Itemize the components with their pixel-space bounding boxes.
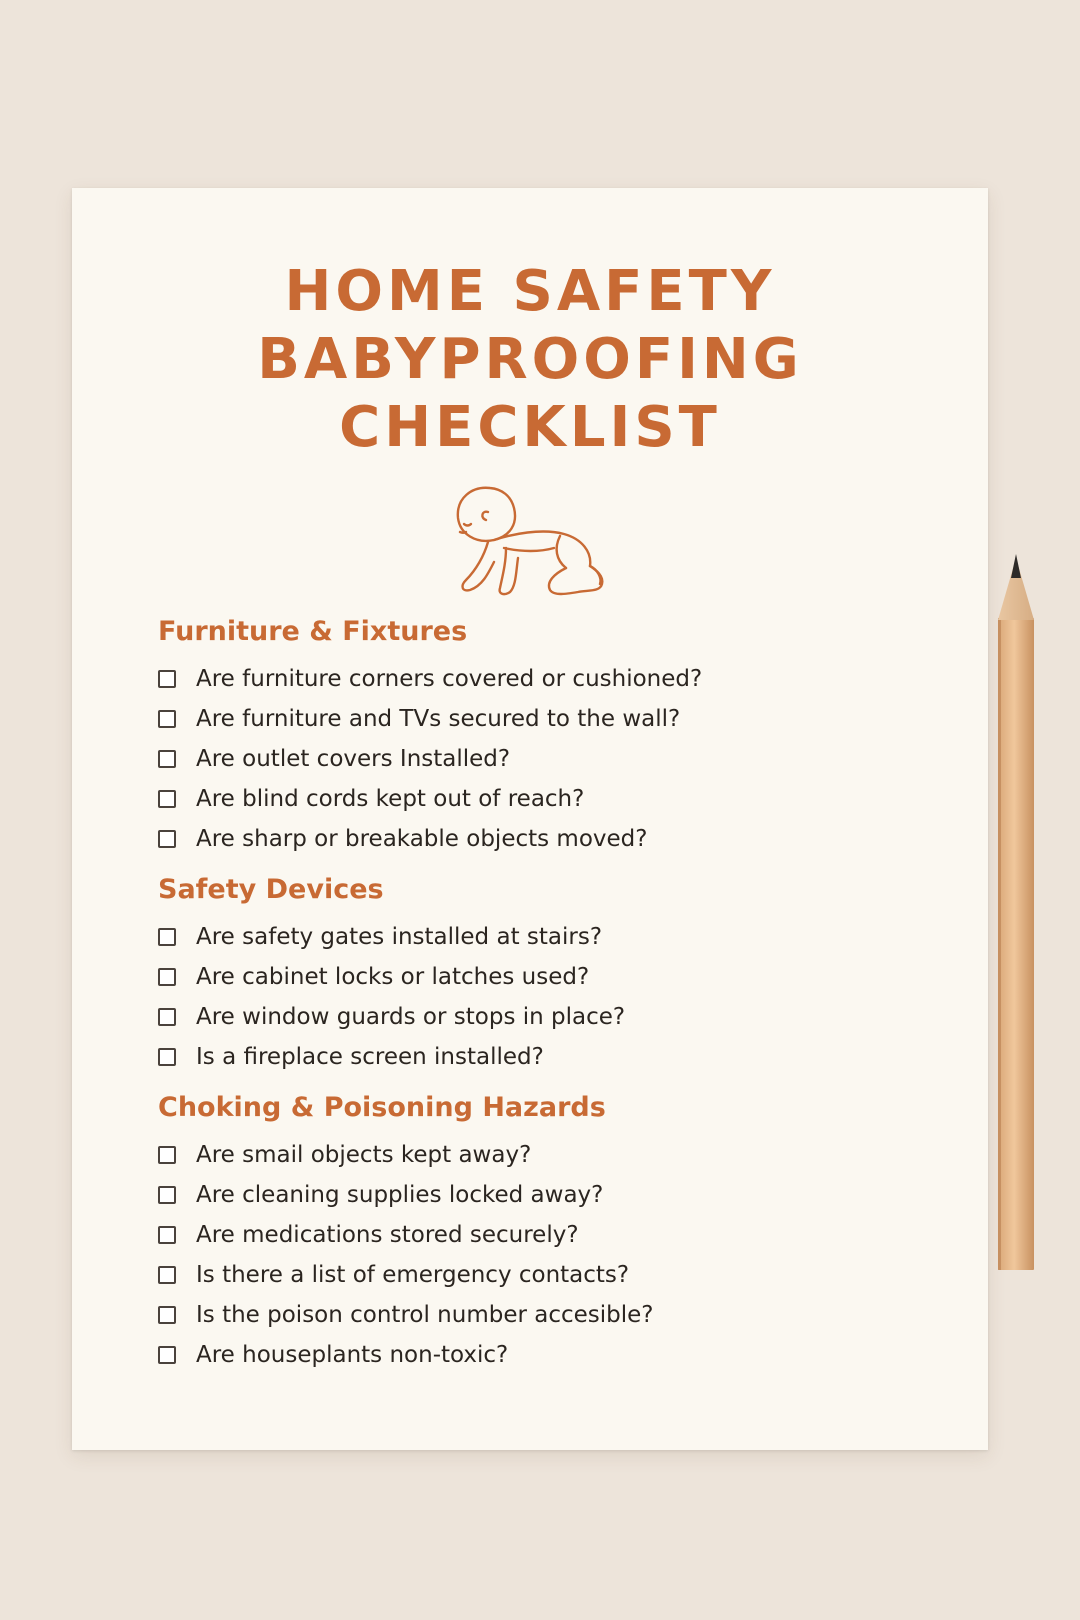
checkbox[interactable]	[158, 1266, 176, 1284]
checklist-item[interactable]	[158, 819, 918, 859]
item-label: Are houseplants non-toxic?	[196, 1342, 509, 1368]
checkbox[interactable]	[158, 750, 176, 768]
checklist-item[interactable]	[158, 1175, 918, 1215]
checkbox[interactable]	[158, 710, 176, 728]
checkbox[interactable]	[158, 1008, 176, 1026]
checkbox[interactable]	[158, 1306, 176, 1324]
item-label: Are safety gates installed at stairs?	[196, 924, 603, 950]
pencil-icon	[992, 548, 1040, 1278]
section-safety-devices	[158, 873, 918, 1077]
checklist-item[interactable]	[158, 997, 918, 1037]
checklist-item[interactable]	[158, 1135, 918, 1175]
checklist-item[interactable]	[158, 1037, 918, 1077]
checklist-title	[72, 258, 988, 462]
section-choking-poisoning	[158, 1091, 918, 1375]
checkbox[interactable]	[158, 670, 176, 688]
item-label: Are furniture and TVs secured to the wall?	[196, 706, 681, 732]
checkbox[interactable]	[158, 790, 176, 808]
item-label: Is the poison control number accesible?	[196, 1302, 654, 1328]
section-heading: Safety Devices	[158, 874, 384, 905]
checkbox[interactable]	[158, 928, 176, 946]
item-label: Are outlet covers Installed?	[196, 746, 511, 772]
checklist-item[interactable]	[158, 1335, 918, 1375]
checkbox[interactable]	[158, 830, 176, 848]
checkbox[interactable]	[158, 1346, 176, 1364]
checkbox[interactable]	[158, 968, 176, 986]
checklist-item[interactable]	[158, 779, 918, 819]
item-label: Are cleaning supplies locked away?	[196, 1182, 604, 1208]
title-line-1: HOME SAFETY	[284, 259, 776, 324]
item-label: Are medications stored securely?	[196, 1222, 579, 1248]
item-label: Are smail objects kept away?	[196, 1142, 532, 1168]
item-label: Are furniture corners covered or cushioned?	[196, 666, 703, 692]
checklist-item[interactable]	[158, 1255, 918, 1295]
checklist-item[interactable]	[158, 1215, 918, 1255]
item-label: Are sharp or breakable objects moved?	[196, 826, 648, 852]
item-label: Are window guards or stops in place?	[196, 1004, 626, 1030]
checklist-item[interactable]	[158, 957, 918, 997]
checkbox[interactable]	[158, 1186, 176, 1204]
checklist-item[interactable]	[158, 739, 918, 779]
checklist-item[interactable]	[158, 699, 918, 739]
checkbox[interactable]	[158, 1048, 176, 1066]
checkbox[interactable]	[158, 1146, 176, 1164]
item-label: Are cabinet locks or latches used?	[196, 964, 590, 990]
checklist-item[interactable]	[158, 659, 918, 699]
checklist-item[interactable]	[158, 1295, 918, 1335]
checklist-paper	[72, 188, 988, 1450]
section-heading: Choking & Poisoning Hazards	[158, 1092, 606, 1123]
checklist-content	[158, 615, 918, 1375]
checklist-item[interactable]	[158, 917, 918, 957]
crawling-baby-icon	[442, 478, 614, 608]
title-line-3: CHECKLIST	[339, 395, 721, 460]
section-heading: Furniture & Fixtures	[158, 616, 468, 647]
item-label: Are blind cords kept out of reach?	[196, 786, 585, 812]
item-label: Is there a list of emergency contacts?	[196, 1262, 630, 1288]
item-label: Is a fireplace screen installed?	[196, 1044, 544, 1070]
title-line-2: BABYPROOFING	[257, 327, 803, 392]
checkbox[interactable]	[158, 1226, 176, 1244]
section-furniture-fixtures	[158, 615, 918, 859]
